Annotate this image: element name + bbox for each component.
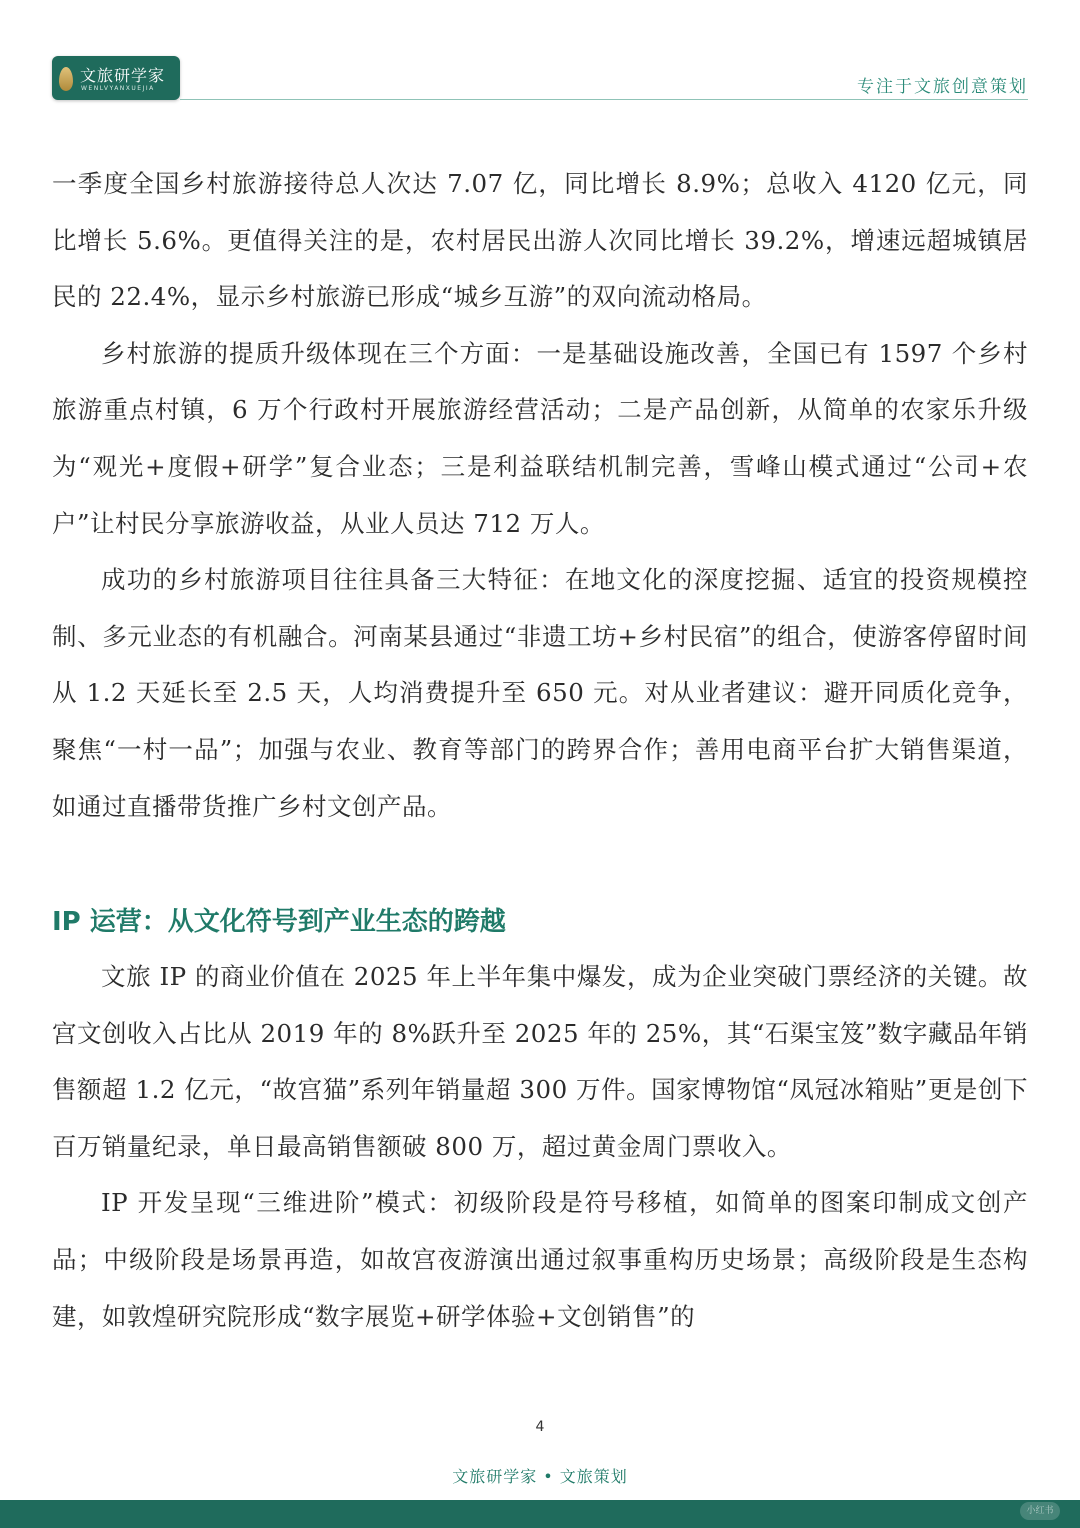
page-number: 4 xyxy=(535,1419,545,1435)
section-paragraph-2: IP 开发呈现“三维进阶”模式：初级阶段是符号移植，如简单的图案印制成文创产品；中级阶段是场景再造，如故宫夜游演出通过叙事重构历史场景；高级阶段是生态构建，如敦煌研究院形成“数字展览+研学体验+文创销售”的 xyxy=(52,1188,1028,1331)
section-paragraph-1: 文旅 IP 的商业价值在 2025 年上半年集中爆发，成为企业突破门票经济的关键。故宫文创收入占比从 2019 年的 8%跃升至 2025 年的 25%，其“石渠宝笈”数字藏品年销售额超 1.2 亿元，“故宫猫”系列年销量超 300 万件。国家博物馆“凤冠冰箱贴”更是创下百万销量纪录，单日最高销售额破 800 万，超过黄金周门票收入。 xyxy=(52,962,1028,1161)
paragraph-3: 成功的乡村旅游项目往往具备三大特征：在地文化的深度挖掘、适宜的投资规模控制、多元业态的有机融合。河南某县通过“非遗工坊+乡村民宿”的组合，使游客停留时间从 1.2 天延长至 2.5 天，人均消费提升至 650 元。对从业者建议：避开同质化竞争，聚焦“一村一品”；加强与农业、教育等部门的跨界合作；善用电商平台扩大销售渠道，如通过直播带货推广乡村文创产品。 xyxy=(52,565,1028,821)
footer-text: 文旅研学家 • 文旅策划 xyxy=(452,1467,628,1486)
brand-logo xyxy=(52,56,180,100)
header-divider xyxy=(180,99,1028,100)
page-header xyxy=(0,0,1080,104)
header-tagline: 专注于文旅创意策划 xyxy=(857,77,1028,97)
paragraph-2: 乡村旅游的提质升级体现在三个方面：一是基础设施改善，全国已有 1597 个乡村旅游重点村镇，6 万个行政村开展旅游经营活动；二是产品创新，从简单的农家乐升级为“观光+度假+研学”复合业态；三是利益联结机制完善，雪峰山模式通过“公司+农户”让村民分享旅游收益，从业人员达 712 万人。 xyxy=(52,338,1028,538)
watermark-badge: 小红书 xyxy=(1020,1502,1060,1520)
body-text xyxy=(52,156,1028,835)
logo-subtext: WENLVYANXUEJIA xyxy=(81,85,155,92)
section-heading: IP 运营：从文化符号到产业生态的跨越 xyxy=(52,907,506,937)
paragraph-1: 一季度全国乡村旅游接待总人次达 7.07 亿，同比增长 8.9%；总收入 4120 亿元，同比增长 5.6%。更值得关注的是，农村居民出游人次同比增长 39.2%，增速远超城镇居民的 22.4%，显示乡村旅游已形成“城乡互游”的双向流动格局。 xyxy=(52,169,1028,312)
logo-text: 文旅研学家 xyxy=(80,66,166,85)
section-body xyxy=(52,949,1028,1345)
leaf-icon xyxy=(59,67,73,91)
footer-bar xyxy=(0,1500,1080,1528)
